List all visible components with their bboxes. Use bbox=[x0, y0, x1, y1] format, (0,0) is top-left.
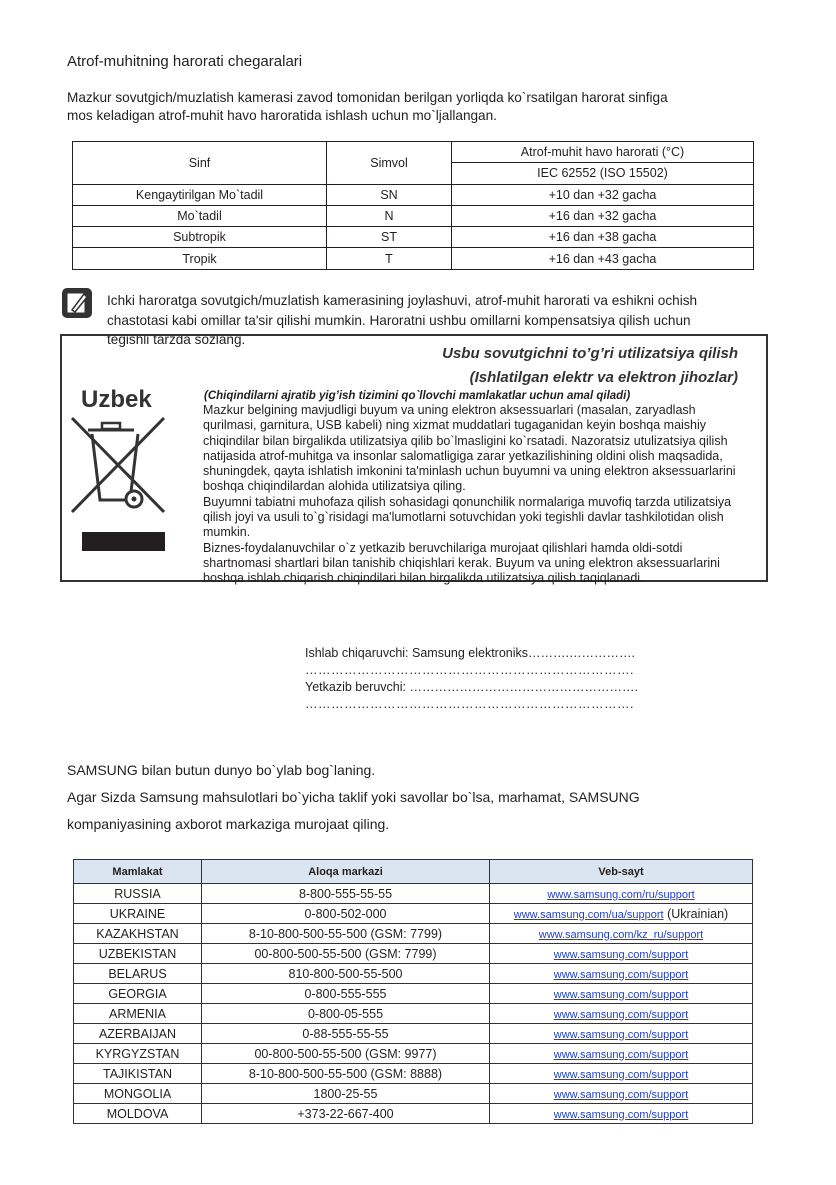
manufacturer-info bbox=[305, 645, 638, 713]
note-line: chastotasi kabi omillar ta'sir qilishi mumkin. Haroratni ushbu omillarni kompensatsiya qilish uchun bbox=[107, 312, 691, 328]
table-row bbox=[74, 1004, 753, 1024]
support-link[interactable]: www.samsung.com/ru/support bbox=[547, 888, 695, 901]
disposal-line: Buyumni tabiatni muhofaza qilish sohasidagi qonunchilik normalariga muvofiq tarzda utilizatsiya bbox=[203, 494, 732, 509]
cell-phone: 00-800-500-55-500 (GSM: 9977) bbox=[202, 1044, 490, 1064]
table-row bbox=[73, 227, 754, 248]
table-row bbox=[73, 248, 754, 269]
support-link[interactable]: www.samsung.com/support bbox=[553, 968, 689, 981]
cell-country: BELARUS bbox=[74, 964, 202, 984]
dotted-line: …………………………………………………………………. bbox=[305, 663, 634, 677]
header-temp: Atrof-muhit havo harorati (°C) bbox=[452, 142, 754, 163]
support-link[interactable]: www.samsung.com/support bbox=[553, 1008, 689, 1021]
crossed-bin-icon bbox=[68, 414, 168, 523]
cell-country: UKRAINE bbox=[74, 904, 202, 924]
supplier-line: Yetkazib beruvchi: ………………………………………………. bbox=[305, 680, 638, 694]
disposal-line: natijasida atrof-muhitga va insonlar salomatligiga zarar yetkazilishining oldini olish maqsadida, bbox=[203, 448, 723, 463]
intro-text bbox=[67, 89, 668, 125]
disposal-line: qilish joyi va usuli to`g`risidagi ma'lumotlarni sotuvchidan yoki tegishli davlar tashkilotidan olish bbox=[203, 510, 724, 525]
support-link[interactable]: www.samsung.com/support bbox=[553, 1088, 689, 1101]
language-label: Uzbek bbox=[81, 386, 152, 413]
table-row bbox=[74, 1084, 753, 1104]
cell-country: MOLDOVA bbox=[74, 1104, 202, 1124]
cell-symbol: N bbox=[327, 205, 452, 226]
cell-phone: +373-22-667-400 bbox=[202, 1104, 490, 1124]
support-link[interactable]: www.samsung.com/support bbox=[553, 948, 689, 961]
cell-web bbox=[490, 944, 753, 964]
cell-country: TAJIKISTAN bbox=[74, 1064, 202, 1084]
disposal-box bbox=[60, 334, 768, 586]
contact-line: kompaniyasining axborot markaziga murojaat qiling. bbox=[67, 816, 390, 832]
cell-web bbox=[490, 984, 753, 1004]
table-row bbox=[74, 924, 753, 944]
disposal-body bbox=[203, 403, 736, 587]
manufacturer-line: Ishlab chiqaruvchi: Samsung elektroniks……….……………. bbox=[305, 646, 635, 660]
cell-class: Kengaytirilgan Mo`tadil bbox=[73, 184, 327, 205]
header-web: Veb-sayt bbox=[490, 860, 753, 884]
support-link[interactable]: www.samsung.com/kz_ru/support bbox=[538, 928, 704, 941]
cell-web bbox=[490, 884, 753, 904]
disposal-line: shuningdek, qayta ishlatish imkonini ta'minlash uchun buyumni va uning elektron aksessuarlarini bbox=[203, 464, 736, 479]
support-link[interactable]: www.samsung.com/support bbox=[553, 988, 689, 1001]
header-class: Sinf bbox=[73, 142, 327, 185]
cell-web bbox=[490, 924, 753, 944]
dotted-line: …………………………………………………………………. bbox=[305, 697, 634, 711]
disposal-line: qurilmasi, garnitura, USB kabeli) ning xizmat muddatlari tugaganidan keyin boshqa maishiy bbox=[203, 418, 707, 433]
cell-symbol: ST bbox=[327, 227, 452, 248]
cell-class: Tropik bbox=[73, 248, 327, 269]
contact-text bbox=[67, 757, 640, 838]
cell-phone: 0-88-555-55-55 bbox=[202, 1024, 490, 1044]
cell-phone: 00-800-500-55-500 (GSM: 7799) bbox=[202, 944, 490, 964]
contact-table bbox=[73, 859, 753, 1124]
disposal-line: Mazkur belgining mavjudligi buyum va uning elektron aksessuarlari (masalan, zaryadlash bbox=[203, 403, 696, 417]
cell-range: +10 dan +32 gacha bbox=[452, 184, 754, 205]
support-link[interactable]: www.samsung.com/ua/support bbox=[513, 908, 664, 921]
cell-phone: 810-800-500-55-500 bbox=[202, 964, 490, 984]
cell-country: KAZAKHSTAN bbox=[74, 924, 202, 944]
disposal-line: Biznes-foydalanuvchilar o`z yetkazib beruvchilariga murojaat qilishlari hamda oldi-sotdi bbox=[203, 540, 683, 555]
temperature-class-table bbox=[72, 141, 754, 270]
cell-web bbox=[490, 1064, 753, 1084]
cell-phone: 8-10-800-500-55-500 (GSM: 7799) bbox=[202, 924, 490, 944]
cell-phone: 8-800-555-55-55 bbox=[202, 884, 490, 904]
disposal-title: Usbu sovutgichni to’g’ri utilizatsiya qilish bbox=[442, 345, 738, 362]
header-country: Mamlakat bbox=[74, 860, 202, 884]
cell-phone: 0-800-555-555 bbox=[202, 984, 490, 1004]
disposal-line: boshqa ishlab chiqarish chiqindilari bilan birgalikda utilizatsiya qilish taqiqlanadi. bbox=[203, 571, 644, 586]
table-row bbox=[74, 1104, 753, 1124]
disposal-line: boshqa chiqindilardan alohida utilizatsiya qiling. bbox=[203, 479, 466, 494]
cell-class: Mo`tadil bbox=[73, 205, 327, 226]
note-icon bbox=[62, 288, 92, 318]
cell-class: Subtropik bbox=[73, 227, 327, 248]
intro-line: mos keladigan atrof-muhit havo haroratida ishlash uchun mo`ljallangan. bbox=[67, 108, 497, 123]
cell-range: +16 dan +32 gacha bbox=[452, 205, 754, 226]
cell-country: KYRGYZSTAN bbox=[74, 1044, 202, 1064]
cell-country: RUSSIA bbox=[74, 884, 202, 904]
black-bar bbox=[82, 532, 165, 551]
table-row bbox=[74, 904, 753, 924]
table-row bbox=[74, 1044, 753, 1064]
cell-web bbox=[490, 904, 753, 924]
section-title: Atrof-muhitning harorati chegaralari bbox=[67, 53, 303, 70]
disposal-subtitle: (Ishlatilgan elektr va elektron jihozlar) bbox=[469, 369, 738, 386]
cell-phone: 1800-25-55 bbox=[202, 1084, 490, 1104]
contact-line: SAMSUNG bilan butun dunyo bo`ylab bog`laning. bbox=[67, 762, 376, 778]
cell-symbol: SN bbox=[327, 184, 452, 205]
intro-line: Mazkur sovutgich/muzlatish kamerasi zavod tomonidan berilgan yorliqda ko`rsatilgan harorat sinfiga bbox=[67, 90, 668, 105]
note-line: Ichki haroratga sovutgich/muzlatish kamerasining joylashuvi, atrof-muhit harorati va eshikni ochish bbox=[107, 293, 698, 308]
note-line: tegishli tarzda sozlang. bbox=[107, 332, 246, 347]
support-link[interactable]: www.samsung.com/support bbox=[553, 1028, 689, 1041]
cell-phone: 8-10-800-500-55-500 (GSM: 8888) bbox=[202, 1064, 490, 1084]
cell-web bbox=[490, 1104, 753, 1124]
cell-country: MONGOLIA bbox=[74, 1084, 202, 1104]
header-standard: IEC 62552 (ISO 15502) bbox=[452, 163, 754, 184]
cell-symbol: T bbox=[327, 248, 452, 269]
table-row bbox=[74, 1064, 753, 1084]
cell-country: GEORGIA bbox=[74, 984, 202, 1004]
cell-web bbox=[490, 1004, 753, 1024]
header-symbol: Simvol bbox=[327, 142, 452, 185]
table-row bbox=[73, 184, 754, 205]
table-row bbox=[74, 964, 753, 984]
cell-web bbox=[490, 1024, 753, 1044]
header-phone: Aloqa markazi bbox=[202, 860, 490, 884]
cell-country: AZERBAIJAN bbox=[74, 1024, 202, 1044]
cell-country: UZBEKISTAN bbox=[74, 944, 202, 964]
disposal-scope: (Chiqindilarni ajratib yig’ish tizimini qo`llovchi mamlakatlar uchun amal qiladi) bbox=[204, 390, 631, 402]
disposal-line: mumkin. bbox=[203, 525, 251, 540]
table-row bbox=[73, 205, 754, 226]
support-link[interactable]: www.samsung.com/support bbox=[553, 1048, 689, 1061]
cell-web bbox=[490, 1084, 753, 1104]
support-link[interactable]: www.samsung.com/support bbox=[553, 1108, 689, 1121]
table-row bbox=[74, 1024, 753, 1044]
contact-line: Agar Sizda Samsung mahsulotlari bo`yicha taklif yoki savollar bo`lsa, marhamat, SAMSUNG bbox=[67, 789, 640, 805]
cell-web bbox=[490, 964, 753, 984]
cell-phone: 0-800-05-555 bbox=[202, 1004, 490, 1024]
table-row bbox=[74, 944, 753, 964]
cell-country: ARMENIA bbox=[74, 1004, 202, 1024]
language-note: (Ukrainian) bbox=[663, 906, 729, 921]
table-row bbox=[74, 984, 753, 1004]
support-link[interactable]: www.samsung.com/support bbox=[553, 1068, 689, 1081]
cell-phone: 0-800-502-000 bbox=[202, 904, 490, 924]
cell-web bbox=[490, 1044, 753, 1064]
cell-range: +16 dan +38 gacha bbox=[452, 227, 754, 248]
cell-range: +16 dan +43 gacha bbox=[452, 248, 754, 269]
disposal-line: chiqindilar bilan birgalikda utilizatsiya qilib bo`lmasligini ko`rsatadi. Nazoratsiz utulizatsiya qilish bbox=[203, 433, 728, 448]
table-row bbox=[74, 884, 753, 904]
disposal-line: shartnomasi shartlari bilan tanishib chiqishlari kerak. Buyum va uning elektron aksessuarlarini bbox=[203, 555, 720, 570]
